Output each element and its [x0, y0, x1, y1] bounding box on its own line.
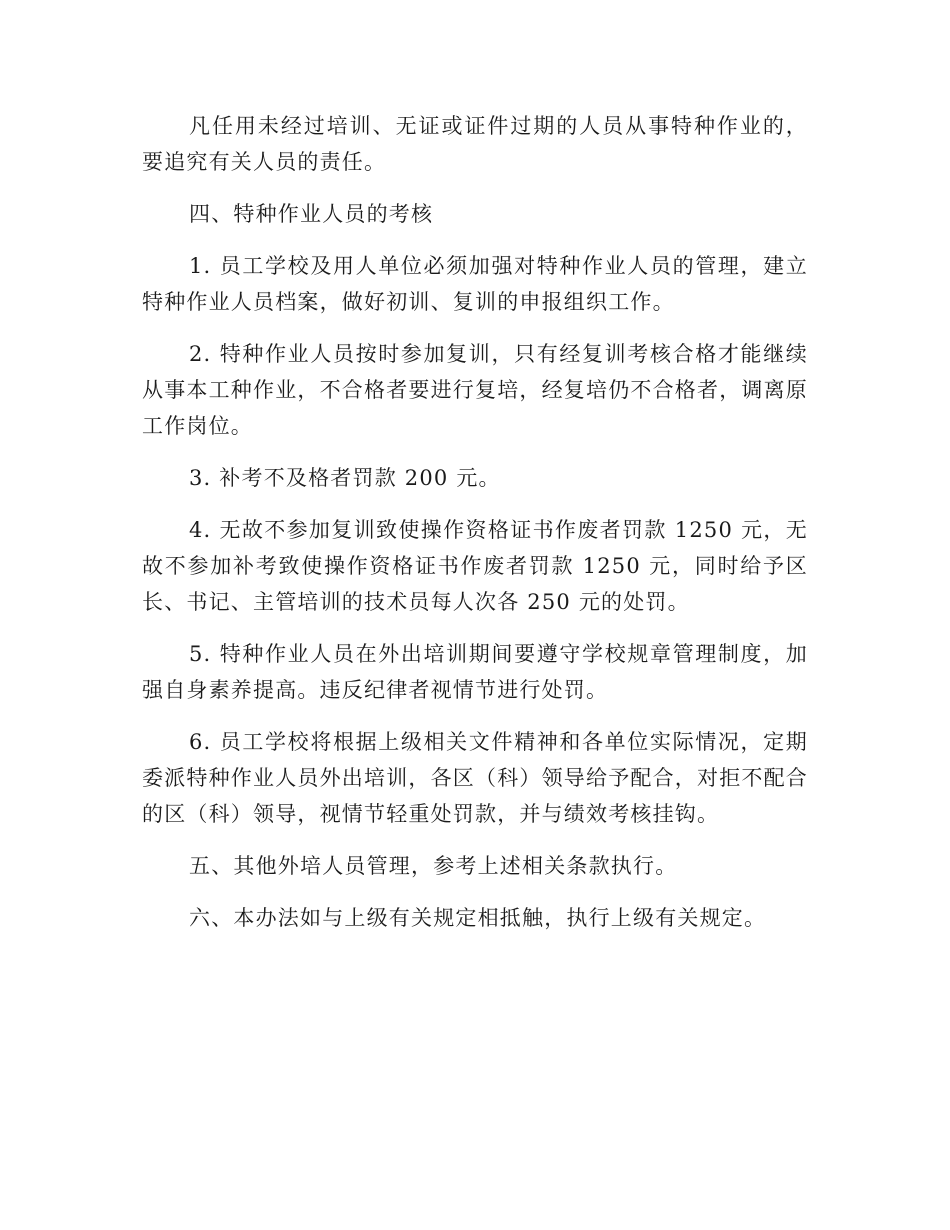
paragraph-item-5: 5. 特种作业人员在外出培训期间要遵守学校规章管理制度，加强自身素养提高。违反纪律者视情节进行处罚。	[142, 642, 808, 702]
section-six-conflict-rule: 六、本办法如与上级有关规定相抵触，执行上级有关规定。	[189, 906, 767, 930]
paragraph-item-2: 2. 特种作业人员按时参加复训，只有经复训考核合格才能继续从事本工种作业，不合格者要进行复培，经复培仍不合格者，调离原工作岗位。	[142, 342, 808, 438]
section-five-other-training: 五、其他外培人员管理，参考上述相关条款执行。	[189, 854, 678, 878]
section-heading-assessment: 四、特种作业人员的考核	[189, 202, 434, 226]
paragraph-item-6: 6. 员工学校将根据上级相关文件精神和各单位实际情况，定期委派特种作业人员外出培训，各区（科）领导给予配合，对拒不配合的区（科）领导，视情节轻重处罚款，并与绩效考核挂钩。	[142, 730, 808, 826]
paragraph-item-1: 1. 员工学校及用人单位必须加强对特种作业人员的管理，建立特种作业人员档案，做好初训、复训的申报组织工作。	[142, 254, 808, 314]
paragraph-item-3: 3. 补考不及格者罚款 200 元。	[189, 466, 501, 490]
document-body	[142, 108, 808, 952]
paragraph-unqualified-personnel: 凡任用未经过培训、无证或证件过期的人员从事特种作业的，要追究有关人员的责任。	[142, 114, 808, 174]
paragraph-item-4: 4. 无故不参加复训致使操作资格证书作废者罚款 1250 元，无故不参加补考致使操作资格证书作废者罚款 1250 元，同时给予区长、书记、主管培训的技术员每人次各 250 元的处罚。	[142, 518, 808, 614]
